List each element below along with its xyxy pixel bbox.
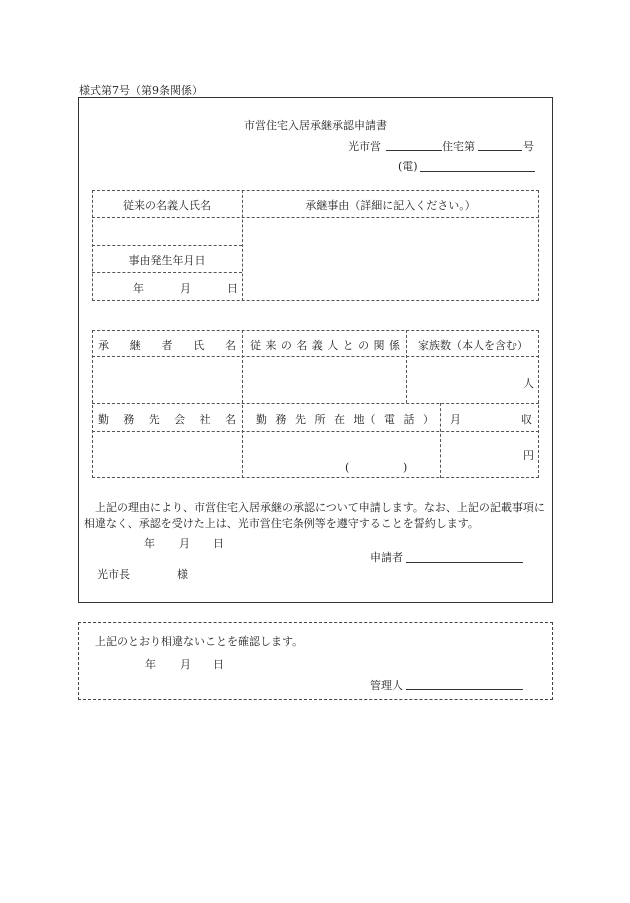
char: 勤: [98, 413, 109, 426]
family-count-field[interactable]: [407, 357, 538, 402]
previous-holder-name-field[interactable]: [93, 218, 241, 244]
char: 従: [250, 339, 261, 352]
relation-field[interactable]: [243, 357, 405, 402]
succession-reason-header: 承継事由（詳細に記入ください。）: [305, 199, 476, 212]
table2-line-2: [92, 403, 539, 404]
address-suffix: 号: [523, 140, 534, 153]
form-number-label: 様式第7号（第9条関係）: [79, 84, 203, 97]
workplace-name-field[interactable]: [93, 432, 241, 477]
workplace-address-field[interactable]: [243, 432, 439, 477]
char: 名: [296, 339, 308, 352]
confirm-day: 日: [213, 658, 224, 671]
relation-header: [250, 337, 400, 353]
char: 会: [174, 413, 186, 426]
char: 継: [129, 339, 141, 352]
monthly-income-header: [450, 411, 532, 427]
char: 関: [373, 339, 385, 352]
tel-field[interactable]: [420, 171, 535, 172]
honorific-label: 様: [177, 568, 188, 581]
char: 人: [327, 339, 339, 352]
char: 氏: [193, 339, 205, 352]
table1-row-line-2: [92, 272, 242, 273]
sign-year: 年: [144, 537, 155, 550]
char: 来: [265, 339, 277, 352]
char: 話: [403, 413, 415, 426]
successor-name-header: [98, 337, 236, 353]
address-prefix: 光市営: [348, 140, 381, 153]
housing-number-field[interactable]: [478, 150, 522, 151]
char: と: [342, 339, 354, 352]
event-date-year: 年: [133, 282, 144, 295]
declaration-text: 上記の理由により、市営住宅入居承継の承認について申請します。なお、上記の記載事項に相違なく、承認を受けた上は、光市営住宅条例等を遵守することを誓約します。: [84, 501, 545, 530]
char: 義: [311, 339, 323, 352]
char: 収: [521, 413, 532, 426]
yen-unit: 円: [523, 449, 534, 462]
char: 所: [314, 413, 326, 426]
char: 地（: [353, 413, 376, 426]
char: 務: [123, 413, 135, 426]
succession-reason-field[interactable]: [243, 218, 538, 300]
workplace-name-header: [98, 411, 236, 427]
tel-paren-close: ): [403, 461, 408, 474]
char: ）: [423, 413, 434, 426]
char: 先: [295, 413, 306, 426]
char: 月: [450, 413, 461, 426]
event-date-day: 日: [227, 282, 238, 295]
manager-label: 管理人: [370, 679, 403, 692]
confirm-year: 年: [145, 658, 156, 671]
char: 在: [334, 413, 345, 426]
housing-name-field[interactable]: [386, 150, 442, 151]
applicant-label: 申請者: [370, 551, 403, 564]
table1-row-line-1: [92, 245, 242, 246]
char: 名: [224, 413, 236, 426]
applicant-field[interactable]: [406, 562, 523, 563]
manager-field[interactable]: [406, 689, 523, 690]
event-date-label: 事由発生年月日: [128, 254, 206, 267]
workplace-address-header: [256, 411, 434, 427]
tel-paren-open: (: [345, 461, 350, 474]
char: の: [280, 339, 292, 352]
sign-month: 月: [179, 537, 190, 550]
person-unit: 人: [523, 377, 534, 390]
previous-holder-name-header: 従来の名義人氏名: [123, 199, 211, 212]
successor-name-field[interactable]: [93, 357, 241, 402]
event-date-month: 月: [180, 282, 191, 295]
char: 務: [275, 413, 287, 426]
char: 電: [384, 413, 395, 426]
char: 者: [161, 339, 173, 352]
char: 勤: [256, 413, 267, 426]
char: 先: [148, 413, 160, 426]
char: の: [358, 339, 370, 352]
confirmation-text: 上記のとおり相違ないことを確認します。: [95, 635, 304, 648]
address-middle: 住宅第: [442, 140, 475, 153]
confirm-month: 月: [180, 658, 191, 671]
mayor-label: 光市長: [97, 568, 130, 581]
char: 社: [199, 413, 211, 426]
form-title: 市営住宅入居承継承認申請書: [244, 119, 387, 132]
sign-day: 日: [213, 537, 224, 550]
family-count-header: 家族数（本人を含む）: [418, 339, 528, 352]
char: 承: [98, 339, 109, 352]
char: 係: [388, 339, 400, 352]
char: 名: [225, 339, 236, 352]
tel-label: (電): [398, 160, 418, 173]
